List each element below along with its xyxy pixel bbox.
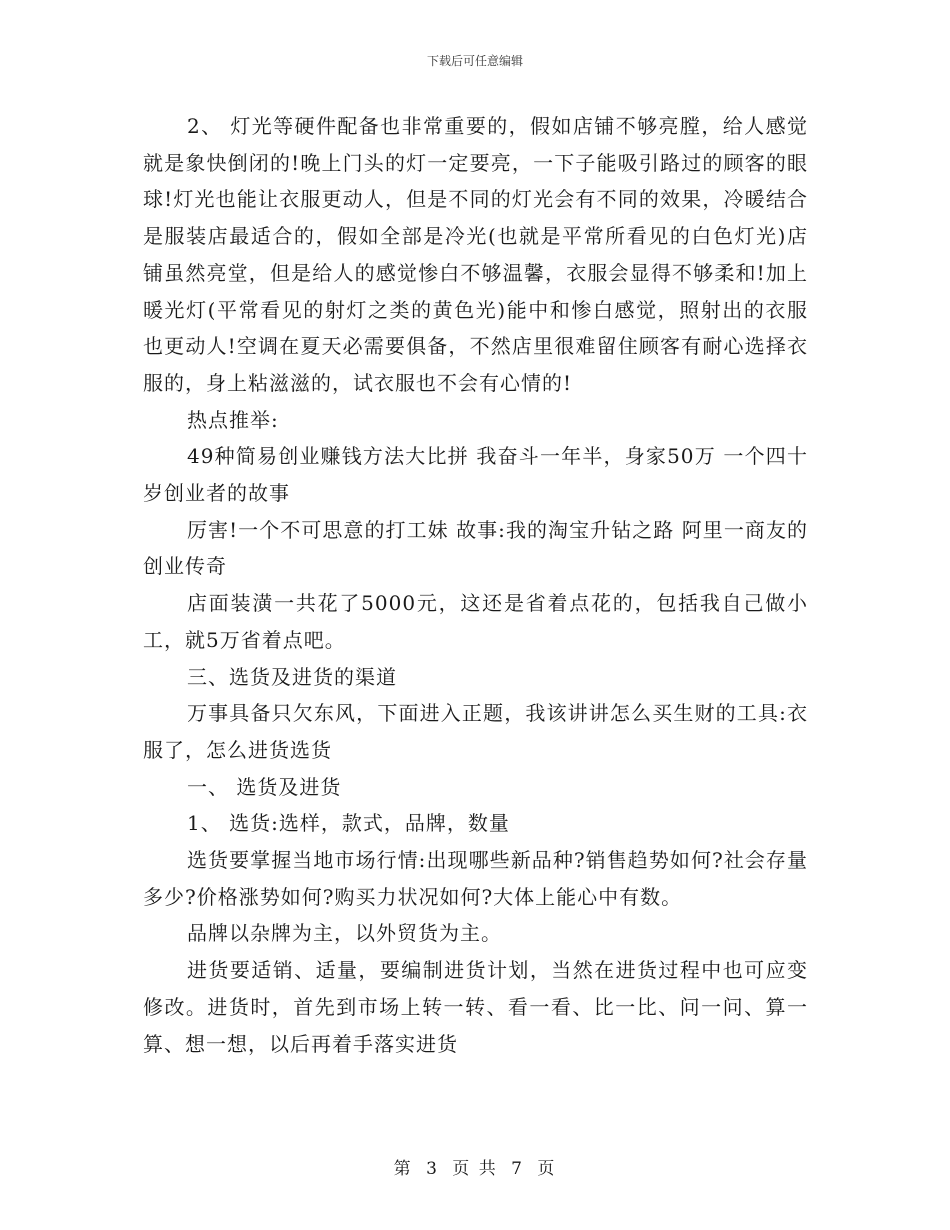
paragraph-purchasing-plan: 进货要适销、适量，要编制进货计划，当然在进货过程中也可应变修改。进货时，首先到市场上转一转、看一看、比一比、问一问、算一算、想一想，以后再着手落实进货 bbox=[143, 958, 808, 1056]
item-heading-1: 1、 选货:选样，款式，品牌，数量 bbox=[187, 811, 510, 836]
total-page-number: 7 bbox=[511, 1159, 524, 1179]
paragraph-recommend-link-2: 厉害!一个不可思意的打工妹 故事:我的淘宝升钻之路 阿里一商友的创业传奇 bbox=[143, 517, 808, 579]
paragraph-decoration-cost: 店面装潢一共花了5000元，这还是省着点花的，包括我自己做小工，就5万省着点吧。 bbox=[143, 591, 808, 652]
document-body bbox=[143, 108, 808, 1062]
paragraph-market-conditions: 选货要掌握当地市场行情:出现哪些新品种?销售趋势如何?社会存量多少?价格涨势如何?购买力状况如何?大体上能心中有数。 bbox=[143, 848, 808, 909]
footer-prefix: 第 bbox=[393, 1159, 413, 1179]
paragraph-intro-purchasing: 万事具备只欠东风，下面进入正题，我该讲讲怎么买生财的工具:衣服了，怎么进货选货 bbox=[143, 701, 808, 762]
paragraph-hot-recommend-label: 热点推举: bbox=[187, 407, 279, 432]
subsection-heading-1: 一、 选货及进货 bbox=[187, 774, 342, 799]
paragraph-brand: 品牌以杂牌为主，以外贸货为主。 bbox=[187, 921, 502, 946]
section-heading-3: 三、选货及进货的渠道 bbox=[187, 664, 397, 689]
page-footer bbox=[0, 1154, 950, 1179]
footer-suffix: 页 bbox=[537, 1159, 557, 1179]
page-header: 下载后可任意编辑 bbox=[426, 54, 523, 68]
current-page-number: 3 bbox=[426, 1159, 439, 1179]
paragraph-lighting: 2、 灯光等硬件配备也非常重要的，假如店铺不够亮膛，给人感觉就是象快倒闭的!晚上门头的灯一定要亮，一下子能吸引路过的顾客的眼球!灯光也能让衣服更动人，但是不同的灯光会有不同的效果，冷暖结合是服装店最适合的，假如全部是冷光(也就是平常所看见的白色灯光)店铺虽然亮堂，但是给人的感觉惨白不够温馨，衣服会显得不够柔和!加上暖光灯(平常看见的射灯之类的黄色光)能中和惨白感觉，照射出的衣服也更动人!空调在夏天必需要俱备，不然店里很难留住顾客有耐心选择衣服的，身上粘滋滋的，试衣服也不会有心情的! bbox=[143, 114, 808, 395]
footer-middle: 页 共 bbox=[452, 1159, 498, 1179]
paragraph-recommend-link-1: 49种简易创业赚钱方法大比拼 我奋斗一年半，身家50万 一个四十岁创业者的故事 bbox=[143, 444, 808, 506]
